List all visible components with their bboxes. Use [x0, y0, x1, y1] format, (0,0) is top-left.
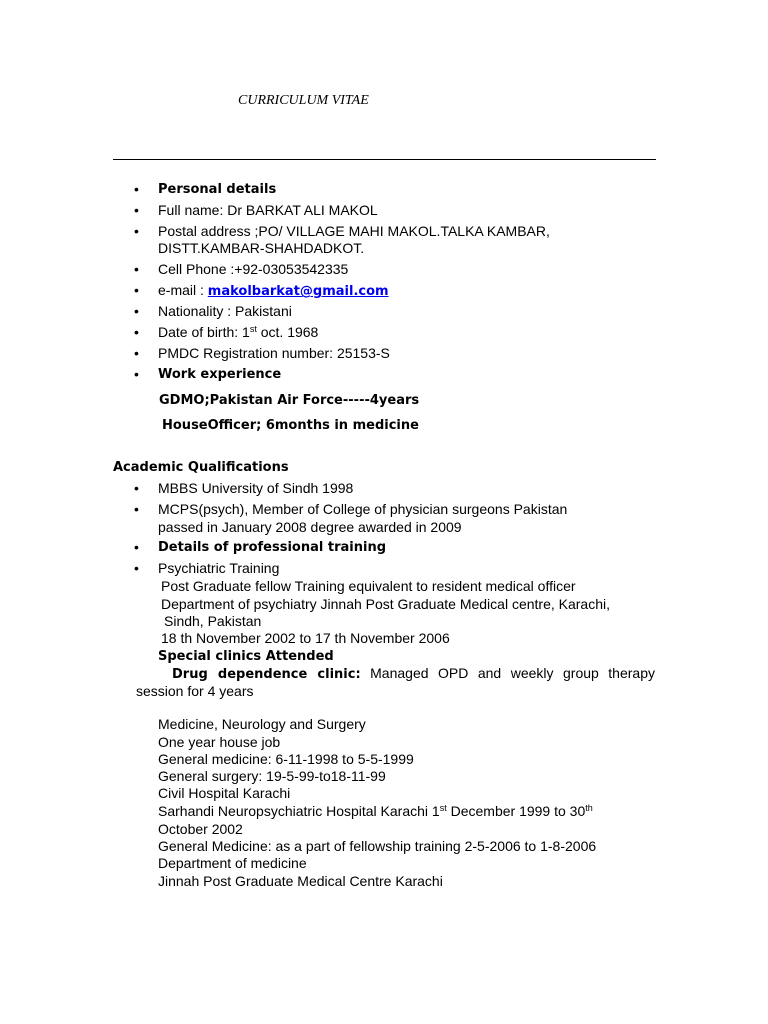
email-line	[158, 282, 389, 300]
postal-address-line2: DISTT.KAMBAR-SHAHDADKOT.	[158, 240, 365, 256]
date-of-birth	[158, 324, 318, 341]
work-experience-heading: Work experience	[158, 367, 282, 382]
page-title: CURRICULUM VITAE	[238, 93, 369, 108]
title-divider	[113, 159, 656, 160]
personal-details-heading: Personal details	[158, 182, 277, 197]
sarhandi-sup1: st	[439, 803, 447, 813]
pmdc-registration: PMDC Registration number: 25153-S	[158, 345, 390, 361]
cell-phone: Cell Phone :+92-03053542335	[158, 261, 349, 277]
exp-line3: General medicine: 6-11-1998 to 5-5-1999	[158, 751, 414, 767]
bullet: •	[134, 223, 139, 239]
bullet: •	[134, 480, 139, 496]
drug-clinic-label: Drug dependence clinic:	[172, 667, 361, 682]
psychiatric-training: Psychiatric Training	[158, 560, 280, 576]
dob-prefix: Date of birth: 1	[158, 324, 250, 340]
bullet: •	[134, 303, 139, 319]
training-line2: Department of psychiatry Jinnah Post Graduate Medical centre, Karachi,	[161, 596, 610, 612]
email-label: e-mail :	[158, 282, 208, 298]
work-house-officer: HouseOfficer; 6months in medicine	[162, 418, 419, 433]
bullet: •	[134, 324, 139, 340]
bullet: •	[134, 181, 139, 197]
exp-line10: Jinnah Post Graduate Medical Centre Karachi	[158, 873, 443, 889]
sarhandi-mid: December 1999 to 30	[446, 803, 586, 819]
dob-suffix: st	[249, 324, 257, 334]
nationality: Nationality : Pakistani	[158, 303, 292, 319]
training-dates: 18 th November 2002 to 17 th November 2006	[161, 630, 450, 646]
mcps-line1: MCPS(psych), Member of College of physician surgeons Pakistan	[158, 501, 568, 517]
full-name: Full name: Dr BARKAT ALI MAKOL	[158, 202, 378, 218]
email-link[interactable]: makolbarkat@gmail.com	[207, 284, 389, 299]
mbbs: MBBS University of Sindh 1998	[158, 480, 354, 496]
bullet: •	[134, 366, 139, 382]
bullet: •	[134, 560, 139, 576]
mcps-line2: passed in January 2008 degree awarded in 2009	[158, 519, 462, 535]
drug-dependence-paragraph	[136, 665, 655, 700]
exp-line8: General Medicine: as a part of fellowship training 2-5-2006 to 1-8-2006	[158, 838, 597, 854]
bullet: •	[134, 282, 139, 298]
training-line3: Sindh, Pakistan	[164, 613, 262, 629]
drug-clinic-text: Managed OPD and weekly group therapy session for 4 years	[136, 665, 655, 699]
bullet: •	[134, 261, 139, 277]
sarhandi-text: Sarhandi Neuropsychiatric Hospital Karachi 1	[158, 803, 440, 819]
special-clinics-heading: Special clinics Attended	[158, 649, 334, 664]
bullet: •	[134, 345, 139, 361]
bullet: •	[134, 539, 139, 555]
exp-line5: Civil Hospital Karachi	[158, 785, 291, 801]
postal-address-line1: Postal address ;PO/ VILLAGE MAHI MAKOL.TALKA KAMBAR,	[158, 223, 550, 239]
bullet: •	[134, 501, 139, 517]
work-gdmo: GDMO;Pakistan Air Force-----4years	[159, 393, 420, 408]
training-heading: Details of professional training	[158, 540, 387, 555]
training-line1: Post Graduate fellow Training equivalent to resident medical officer	[161, 578, 576, 594]
exp-line2: One year house job	[158, 734, 281, 750]
exp-line9: Department of medicine	[158, 855, 307, 871]
academic-heading: Academic Qualifications	[113, 460, 289, 475]
exp-line4: General surgery: 19-5-99-to18-11-99	[158, 768, 386, 784]
bullet: •	[134, 202, 139, 218]
exp-line7: October 2002	[158, 821, 243, 837]
sarhandi-sup2: th	[585, 803, 593, 813]
exp-line1: Medicine, Neurology and Surgery	[158, 716, 366, 732]
exp-line6	[158, 803, 593, 820]
dob-rest: oct. 1968	[256, 324, 319, 340]
